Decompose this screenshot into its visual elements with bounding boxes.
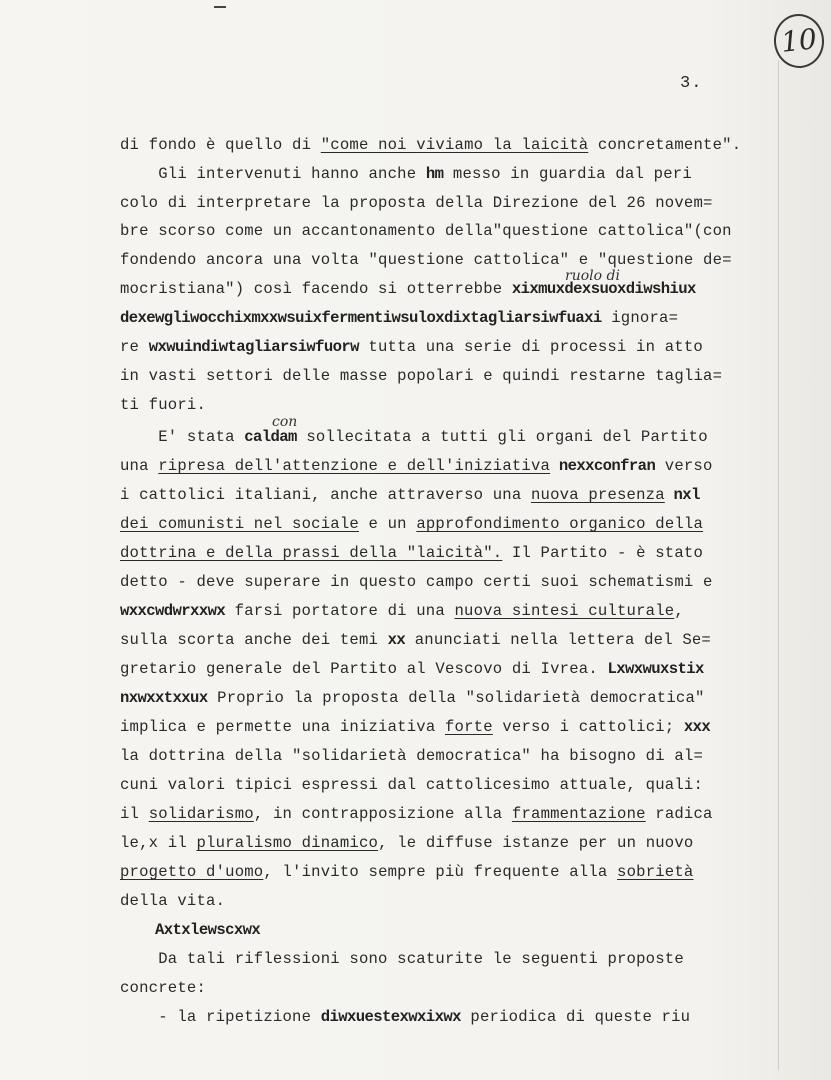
text-line: cuni valori tipici espressi dal cattolicesimo attuale, quali:	[120, 776, 704, 794]
text-line: dottrina e della prassi della "laicità". Il Partito - è stato	[120, 544, 704, 562]
text-line: le,x il pluralismo dinamico, le diffuse istanze per un nuovo	[120, 834, 694, 852]
text-line: i cattolici italiani, anche attraverso una nuova presenza nxl	[120, 486, 700, 504]
text-line: Gli intervenuti hanno anche hm messo in guardia dal peri	[120, 165, 692, 183]
text-line: E' stata caldam sollecitata a tutti gli organi del Partito	[120, 428, 708, 446]
text-line: detto - deve superare in questo campo certi suoi schematismi e	[120, 573, 713, 591]
text-line: concrete:	[120, 979, 207, 997]
text-line: gretario generale del Partito al Vescovo di Ivrea. Lxwxwuxstix	[120, 660, 704, 678]
text-line: della vita.	[120, 892, 226, 910]
text-line: ti fuori.	[120, 396, 207, 414]
text-line: wxxcwdwrxxwx farsi portatore di una nuova sintesi culturale,	[120, 602, 684, 620]
text-line: progetto d'uomo, l'invito sempre più frequente alla sobrietà	[120, 863, 694, 881]
text-line: nxwxxtxxux Proprio la proposta della "solidarietà democratica"	[120, 689, 705, 707]
text-line: Da tali riflessioni sono scaturite le seguenti proposte	[120, 950, 684, 968]
text-line: bre scorso come un accantonamento della"questione cattolica"(con	[120, 222, 732, 240]
text-line: di fondo è quello di "come noi viviamo la laicità concretamente".	[120, 136, 742, 154]
sheet-number-circled: 10	[771, 12, 826, 71]
text-line: colo di interpretare la proposta della Direzione del 26 novem=	[120, 194, 713, 212]
handwritten-insertion-2: con	[272, 414, 298, 430]
text-line: fondendo ancora una volta "questione cattolica" e "questione de=	[120, 251, 732, 269]
text-line: dei comunisti nel sociale e un approfondimento organico della	[120, 515, 704, 533]
handwritten-insertion-1: ruolo di	[565, 268, 620, 284]
text-line: - la ripetizione diwxuestexwxixwx periodica di queste riu	[120, 1008, 691, 1026]
text-line: implica e permette una iniziativa forte verso i cattolici; xxx	[120, 718, 711, 736]
text-line: sulla scorta anche dei temi xx anunciati nella lettera del Se=	[120, 631, 711, 649]
text-line-struck: Axtxlewscxwx	[120, 921, 261, 939]
text-line: il solidarismo, in contrapposizione alla frammentazione radica	[120, 805, 713, 823]
page-number: 3.	[680, 74, 703, 93]
text-line: mocristiana") così facendo si otterrebbe xixmuxdexsuoxdiwshiux	[120, 280, 696, 298]
text-line: una ripresa dell'attenzione e dell'iniziativa nexxconfran verso	[120, 457, 713, 475]
text-line: dexewgliwocchixmxxwsuixfermentiwsuloxdixtagliarsiwfuaxi ignora=	[120, 309, 679, 327]
text-line: in vasti settori delle masse popolari e quindi restarne taglia=	[120, 367, 723, 385]
text-line: re wxwuindiwtagliarsiwfuorw tutta una serie di processi in atto	[120, 338, 703, 356]
page-edge-shadow	[778, 60, 779, 1070]
text-line: la dottrina della "solidarietà democratica" ha bisogno di al=	[120, 747, 704, 765]
top-mark	[214, 6, 226, 8]
